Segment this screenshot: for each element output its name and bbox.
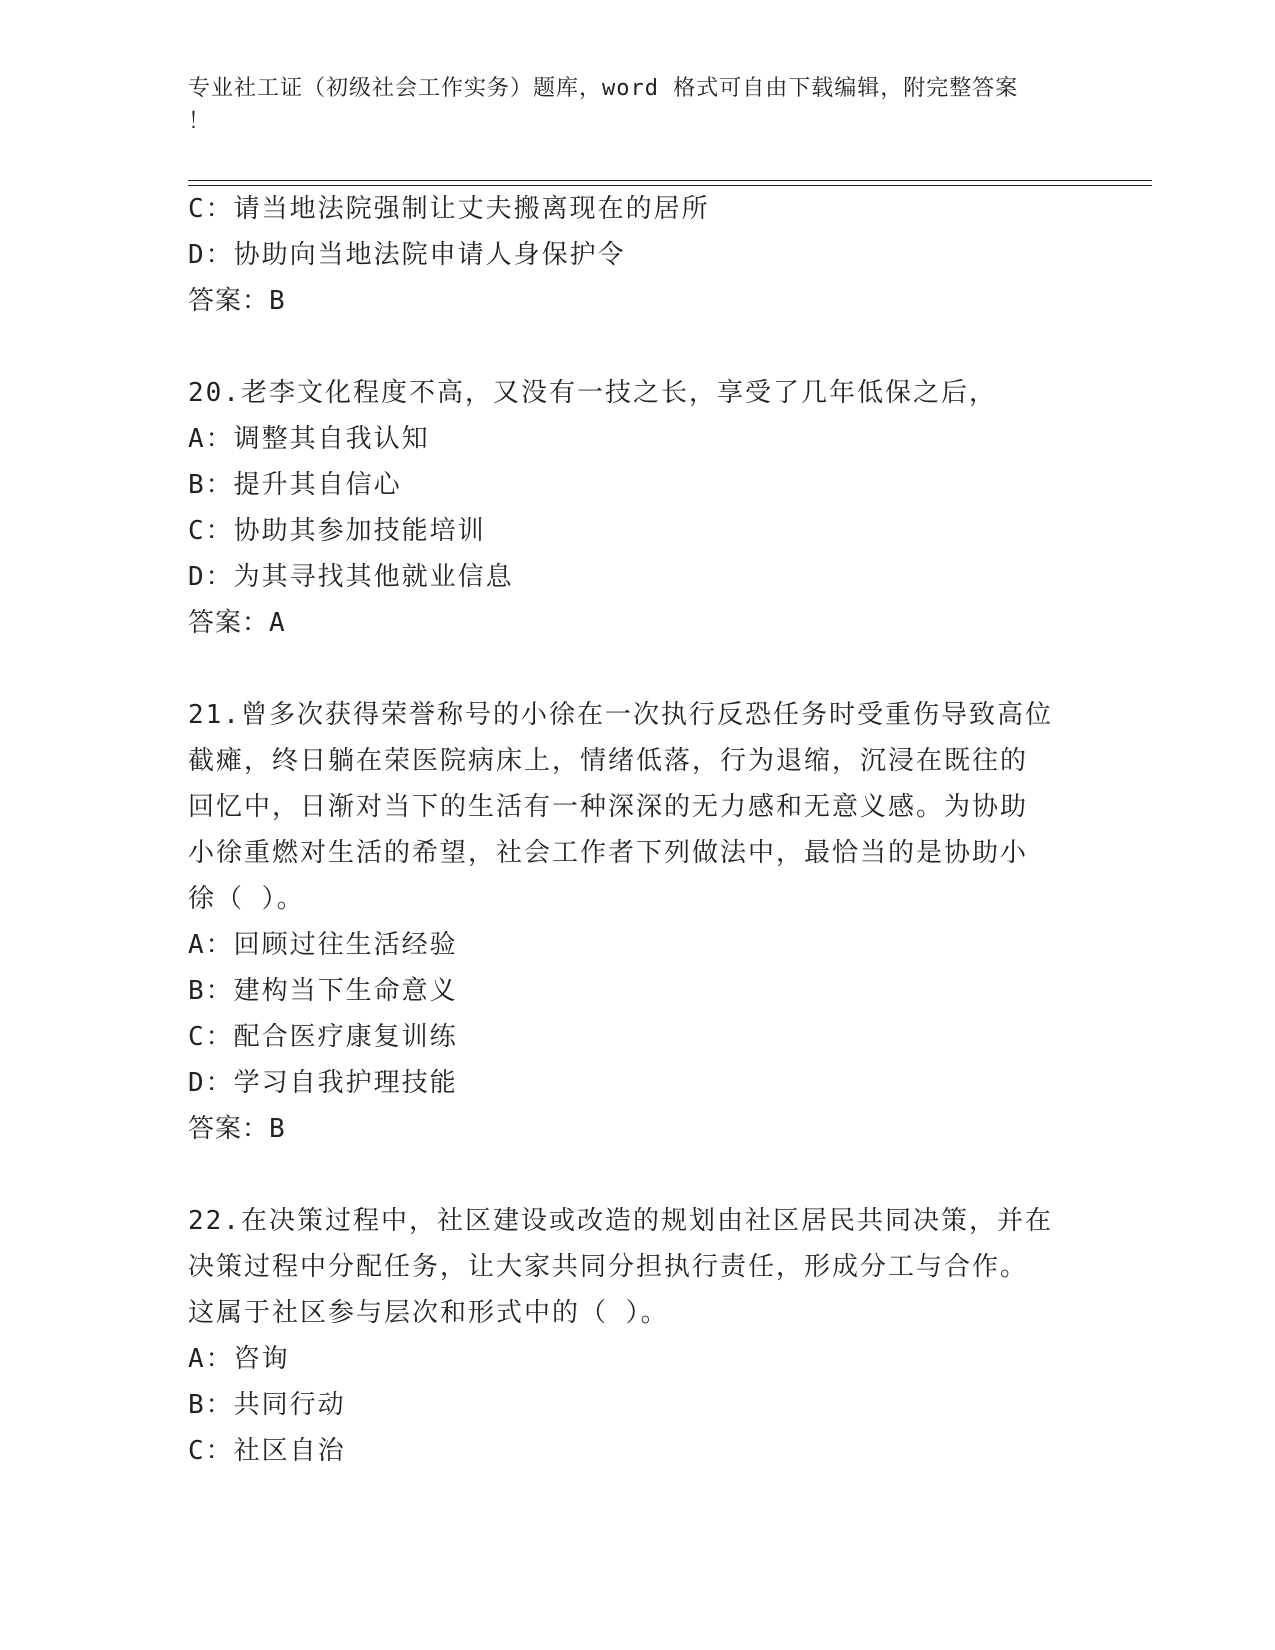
- question-stem-line: 截瘫，终日躺在荣医院病床上，情绪低落，行为退缩，沉浸在既往的: [188, 746, 1029, 776]
- option-a: A：调整其自我认知: [188, 424, 430, 454]
- question-stem: 20.老李文化程度不高，又没有一技之长，享受了几年低保之后，: [188, 378, 997, 408]
- spacer: [188, 324, 1088, 370]
- option-b: B：提升其自信心: [188, 470, 402, 500]
- header-title-line: 专业社工证（初级社会工作实务）题库，word 格式可自由下载编辑，附完整答案: [188, 76, 1019, 101]
- question-stem-line: 22.在决策过程中，社区建设或改造的规划由社区居民共同决策，并在: [188, 1206, 1053, 1236]
- question-19-tail: [188, 186, 1088, 324]
- answer-line: 答案：B: [188, 1114, 286, 1144]
- option-b: B：建构当下生命意义: [188, 976, 458, 1006]
- option-a: A：回顾过往生活经验: [188, 930, 458, 960]
- question-20: [188, 370, 1088, 646]
- option-d: D：学习自我护理技能: [188, 1068, 458, 1098]
- option-c: C：请当地法院强制让丈夫搬离现在的居所: [188, 194, 710, 224]
- answer-line: 答案：A: [188, 608, 286, 638]
- option-c: C：配合医疗康复训练: [188, 1022, 458, 1052]
- question-22: [188, 1198, 1088, 1474]
- spacer: [188, 1152, 1088, 1198]
- header-title-line-cont: ！: [188, 109, 212, 134]
- question-stem-line: 这属于社区参与层次和形式中的（ ）。: [188, 1298, 669, 1328]
- option-b: B：共同行动: [188, 1390, 346, 1420]
- option-c: C：协助其参加技能培训: [188, 516, 486, 546]
- option-a: A：咨询: [188, 1344, 290, 1374]
- option-c: C：社区自治: [188, 1436, 346, 1466]
- question-stem-line: 回忆中，日渐对当下的生活有一种深深的无力感和无意义感。为协助: [188, 792, 1029, 822]
- question-stem-line: 小徐重燃对生活的希望，社会工作者下列做法中，最恰当的是协助小: [188, 838, 1029, 868]
- question-stem-line: 21.曾多次获得荣誉称号的小徐在一次执行反恐任务时受重伤导致高位: [188, 700, 1053, 730]
- question-21: [188, 692, 1088, 1152]
- spacer: [188, 646, 1088, 692]
- question-stem-line: 决策过程中分配任务，让大家共同分担执行责任，形成分工与合作。: [188, 1252, 1029, 1282]
- option-d: D：为其寻找其他就业信息: [188, 562, 514, 592]
- option-d: D：协助向当地法院申请人身保护令: [188, 240, 626, 270]
- question-list: [188, 186, 1088, 1474]
- document-header: [188, 72, 1068, 138]
- question-stem-line: 徐（ ）。: [188, 884, 305, 914]
- answer-line: 答案：B: [188, 286, 286, 316]
